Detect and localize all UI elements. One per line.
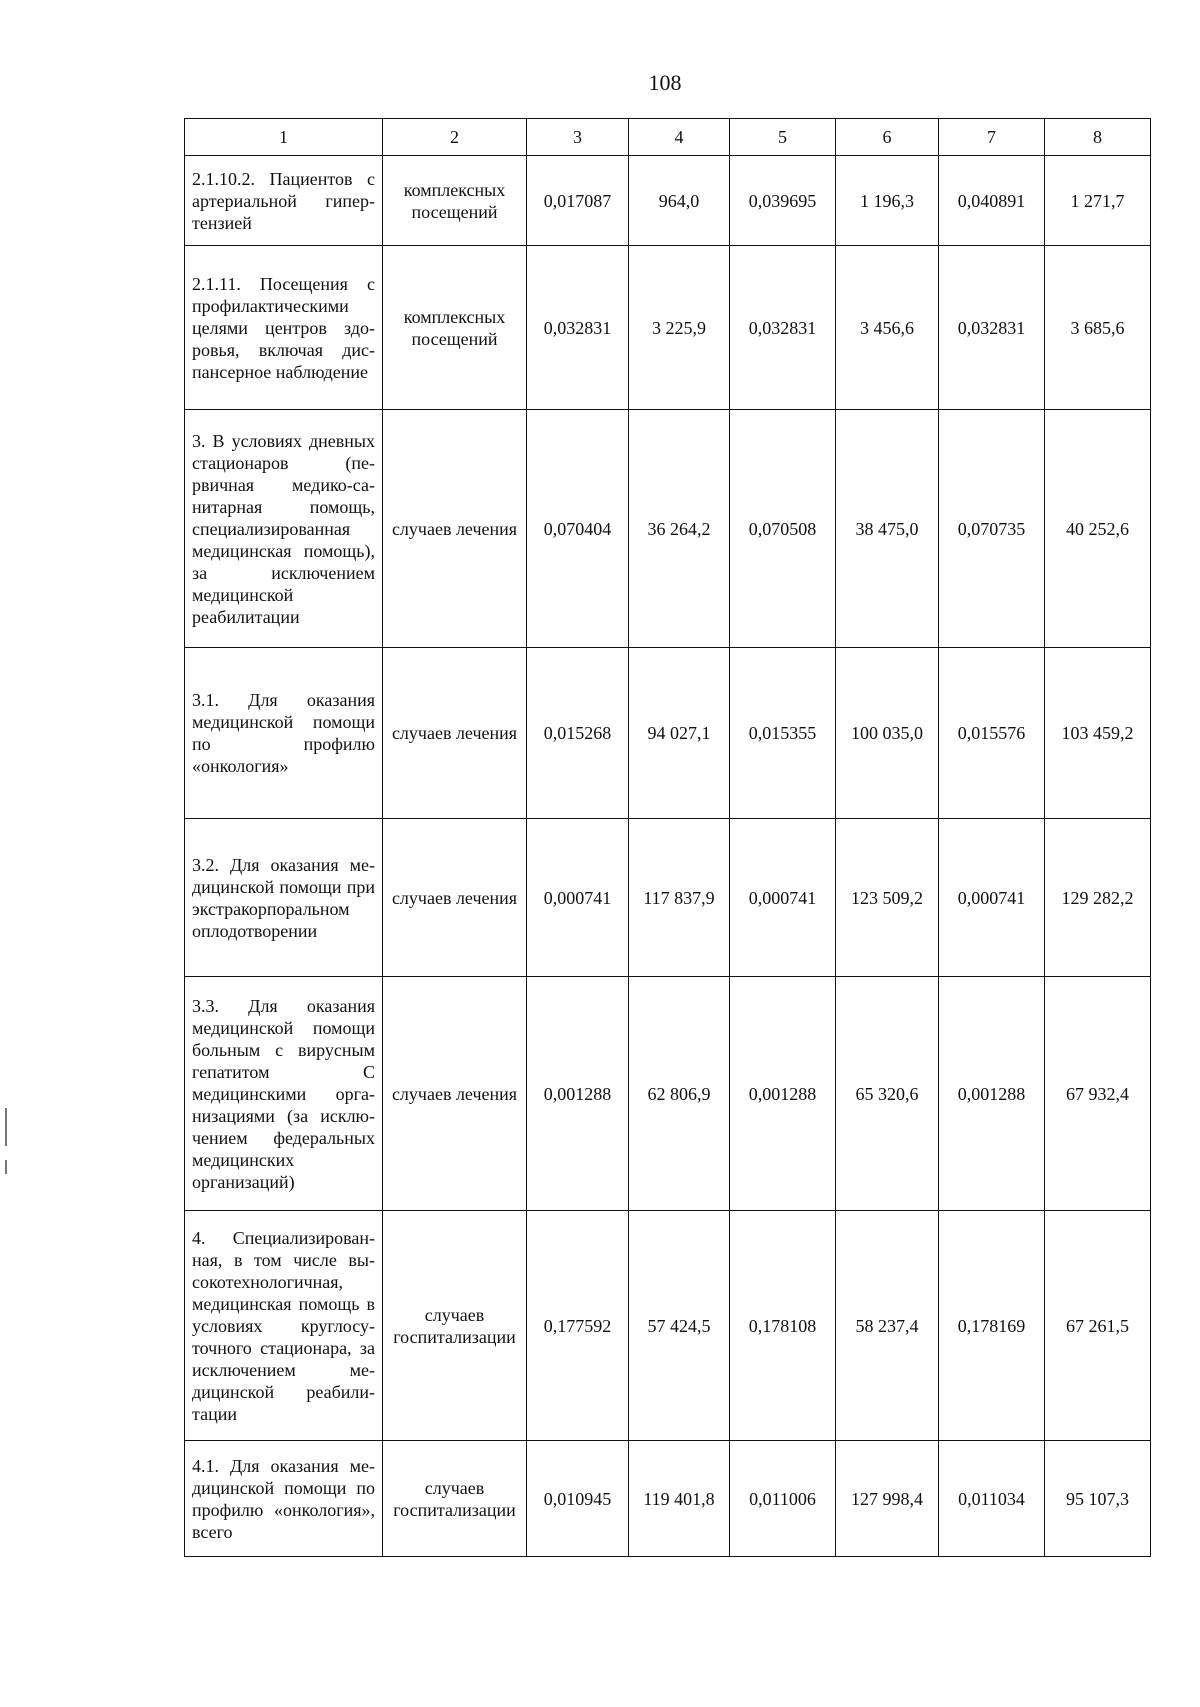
row-name: 3.2. Для оказания медицинской помощи при экстракорпоральном оплодотворении xyxy=(185,819,383,977)
row-name: 4. Специализированная, в том числе высокотехнологичная, медицинская помощь в условиях круглосуточного стационара, за исключением медицинской реабилитации xyxy=(185,1211,383,1441)
value-cell: 67 261,5 xyxy=(1045,1211,1151,1441)
header-cell: 8 xyxy=(1045,119,1151,156)
value-cell: 1 271,7 xyxy=(1045,156,1151,246)
page-number: 108 xyxy=(648,70,682,95)
value-cell: 0,070508 xyxy=(730,410,836,648)
value-cell: 103 459,2 xyxy=(1045,648,1151,819)
value-cell: 0,010945 xyxy=(527,1441,629,1557)
value-cell: 123 509,2 xyxy=(836,819,939,977)
table-row xyxy=(185,246,1151,410)
row-unit: случаев лечения xyxy=(383,410,527,648)
header-cell: 2 xyxy=(383,119,527,156)
value-cell: 62 806,9 xyxy=(629,977,730,1211)
value-cell: 1 196,3 xyxy=(836,156,939,246)
scan-mark xyxy=(5,1108,7,1146)
table-row xyxy=(185,1211,1151,1441)
row-name: 3.3. Для оказания медицинской помощи больным с вирусным гепатитом С медицинскими организациями (за исключением федеральных медицинских организаций) xyxy=(185,977,383,1211)
table-row xyxy=(185,977,1151,1211)
value-cell: 0,015576 xyxy=(939,648,1045,819)
row-unit: случаев госпитализации xyxy=(383,1211,527,1441)
value-cell: 119 401,8 xyxy=(629,1441,730,1557)
value-cell: 100 035,0 xyxy=(836,648,939,819)
table-row xyxy=(185,410,1151,648)
row-unit: случаев лечения xyxy=(383,648,527,819)
value-cell: 0,000741 xyxy=(939,819,1045,977)
value-cell: 36 264,2 xyxy=(629,410,730,648)
row-name: 4.1. Для оказания медицинской помощи по профилю «онкология», всего xyxy=(185,1441,383,1557)
row-name: 3.1. Для оказания медицинской помощи по профилю «онкология» xyxy=(185,648,383,819)
row-unit: случаев госпитализации xyxy=(383,1441,527,1557)
scan-mark xyxy=(5,1160,7,1174)
value-cell: 0,015355 xyxy=(730,648,836,819)
value-cell: 0,178169 xyxy=(939,1211,1045,1441)
value-cell: 0,011034 xyxy=(939,1441,1045,1557)
header-cell: 6 xyxy=(836,119,939,156)
value-cell: 0,070735 xyxy=(939,410,1045,648)
value-cell: 58 237,4 xyxy=(836,1211,939,1441)
value-cell: 0,000741 xyxy=(527,819,629,977)
value-cell: 3 685,6 xyxy=(1045,246,1151,410)
value-cell: 0,011006 xyxy=(730,1441,836,1557)
value-cell: 0,039695 xyxy=(730,156,836,246)
value-cell: 0,001288 xyxy=(730,977,836,1211)
data-table xyxy=(184,118,1151,1557)
value-cell: 0,015268 xyxy=(527,648,629,819)
value-cell: 0,178108 xyxy=(730,1211,836,1441)
row-unit: случаев лечения xyxy=(383,819,527,977)
value-cell: 0,001288 xyxy=(939,977,1045,1211)
value-cell: 127 998,4 xyxy=(836,1441,939,1557)
value-cell: 95 107,3 xyxy=(1045,1441,1151,1557)
value-cell: 0,001288 xyxy=(527,977,629,1211)
value-cell: 117 837,9 xyxy=(629,819,730,977)
header-cell: 5 xyxy=(730,119,836,156)
value-cell: 964,0 xyxy=(629,156,730,246)
header-row xyxy=(185,119,1151,156)
value-cell: 3 225,9 xyxy=(629,246,730,410)
value-cell: 129 282,2 xyxy=(1045,819,1151,977)
row-unit: случаев лечения xyxy=(383,977,527,1211)
value-cell: 0,032831 xyxy=(939,246,1045,410)
row-name: 2.1.10.2. Пациентов с артериальной гипертензией xyxy=(185,156,383,246)
value-cell: 3 456,6 xyxy=(836,246,939,410)
row-unit: комплексных посещений xyxy=(383,246,527,410)
value-cell: 0,070404 xyxy=(527,410,629,648)
header-cell: 1 xyxy=(185,119,383,156)
header-cell: 3 xyxy=(527,119,629,156)
value-cell: 0,000741 xyxy=(730,819,836,977)
header-cell: 7 xyxy=(939,119,1045,156)
value-cell: 0,032831 xyxy=(527,246,629,410)
table-row xyxy=(185,156,1151,246)
value-cell: 94 027,1 xyxy=(629,648,730,819)
value-cell: 0,032831 xyxy=(730,246,836,410)
row-name: 3. В условиях дневных стационаров (первичная медико-санитарная помощь, специализированная медицинская помощь), за исключением медицинской реабилитации xyxy=(185,410,383,648)
value-cell: 40 252,6 xyxy=(1045,410,1151,648)
row-name: 2.1.11. Посещения с профилактическими целями центров здоровья, включая диспансерное наблюдение xyxy=(185,246,383,410)
table-row xyxy=(185,648,1151,819)
value-cell: 67 932,4 xyxy=(1045,977,1151,1211)
value-cell: 0,040891 xyxy=(939,156,1045,246)
row-unit: комплексных посещений xyxy=(383,156,527,246)
value-cell: 0,177592 xyxy=(527,1211,629,1441)
value-cell: 38 475,0 xyxy=(836,410,939,648)
value-cell: 0,017087 xyxy=(527,156,629,246)
table-row xyxy=(185,1441,1151,1557)
table-row xyxy=(185,819,1151,977)
value-cell: 57 424,5 xyxy=(629,1211,730,1441)
value-cell: 65 320,6 xyxy=(836,977,939,1211)
header-cell: 4 xyxy=(629,119,730,156)
